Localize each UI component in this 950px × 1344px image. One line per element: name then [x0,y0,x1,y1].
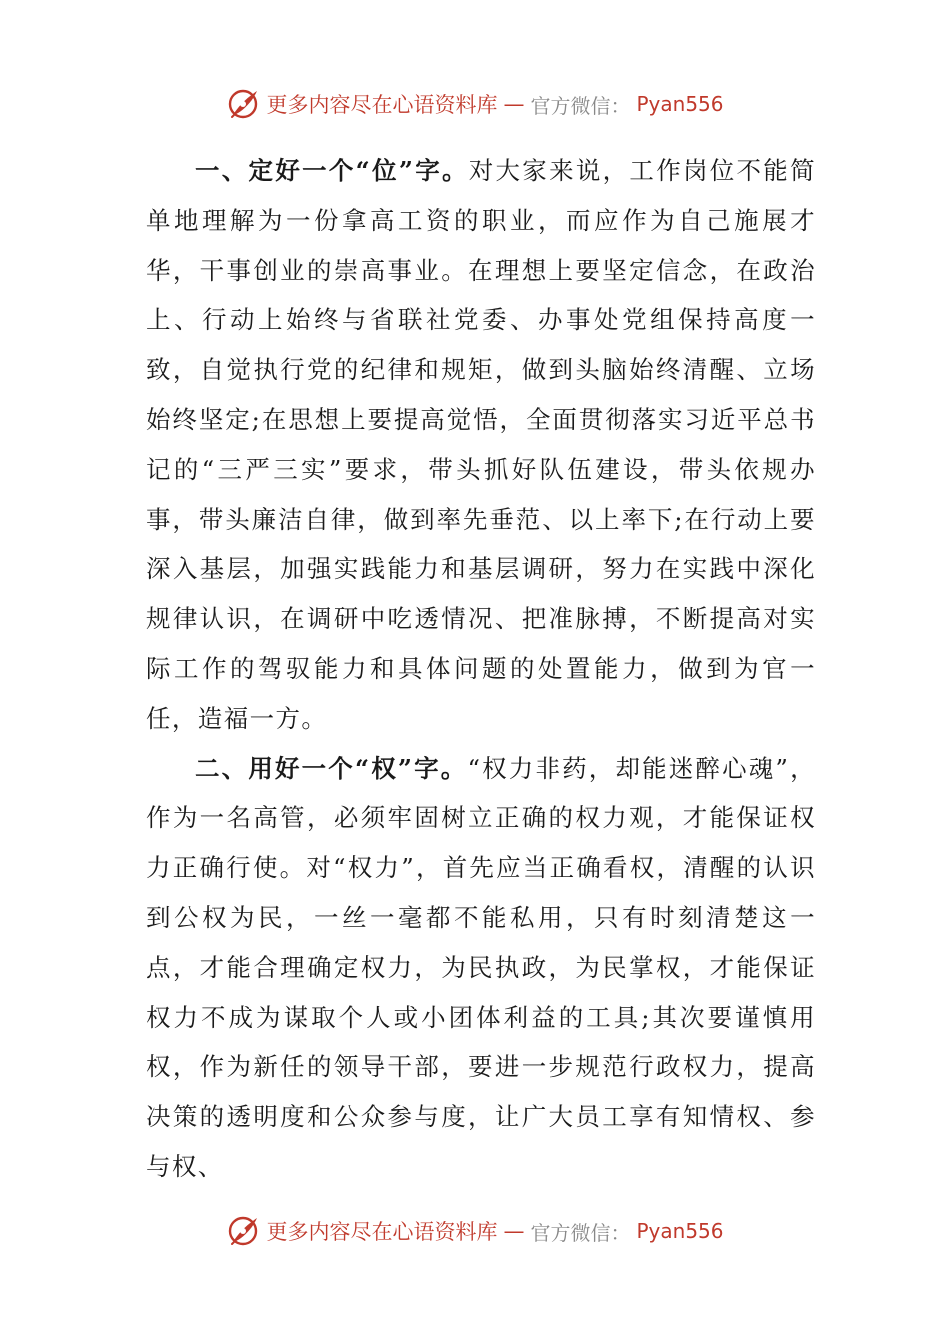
watermark-footer [0,1211,950,1251]
paragraph-power [146,744,816,1192]
watermark-main-text: 更多内容尽在心语资料库 [266,93,498,117]
paragraph-text: “权力非药，却能迷醉心魂”，作为一名高管，必须牢固树立正确的权力观，才能保证权力正确行使。对“权力”，首先应当正确看权，清醒的认识到公权为民，一丝一毫都不能私用，只有时刻清楚这一点，才能合理确定权力，为民执政，为民掌权，才能保证权力不成为谋取个人或小团体利益的工具;其次要谨慎用权，作为新任的领导干部，要进一步规范行政权力，提高决策的透明度和公众参与度，让广大员工享有知情权、参与权、 [146,753,816,1181]
paragraph-heading: 二、用好一个“权”字。 [195,753,468,783]
watermark-wechat-label: 官方微信： [530,93,631,118]
watermark-header [0,84,950,124]
paragraph-position [146,146,816,744]
watermark-wechat-label: 官方微信： [530,1220,631,1245]
feather-pen-logo-icon [226,1214,260,1248]
watermark-separator: — [503,92,525,116]
paragraph-heading: 一、定好一个“位”字。 [195,156,469,185]
paragraph-text: 对大家来说，工作岗位不能简单地理解为一份拿高工资的职业，而应作为自己施展才华，干事创业的崇高事业。在理想上要坚定信念，在政治上、行动上始终与省联社党委、办事处党组保持高度一致，自觉执行党的纪律和规矩，做到头脑始终清醒、立场始终坚定;在思想上要提高觉悟，全面贯彻落实习近平总书记的“三严三实”要求，带头抓好队伍建设，带头依规办事，带头廉洁自律，做到率先垂范、以上率下;在行动上要深入基层，加强实践能力和基层调研，努力在实践中深化规律认识，在调研中吃透情况、把准脉搏，不断提高对实际工作的驾驭能力和具体问题的处置能力，做到为官一任，造福一方。 [146,156,816,733]
watermark-wechat-id: Pyan556 [636,92,724,116]
watermark-separator: — [503,1219,525,1243]
document-body [146,146,816,1192]
feather-pen-logo-icon [226,87,260,121]
watermark-main-text: 更多内容尽在心语资料库 [266,1220,498,1244]
watermark-wechat-id: Pyan556 [636,1219,724,1243]
